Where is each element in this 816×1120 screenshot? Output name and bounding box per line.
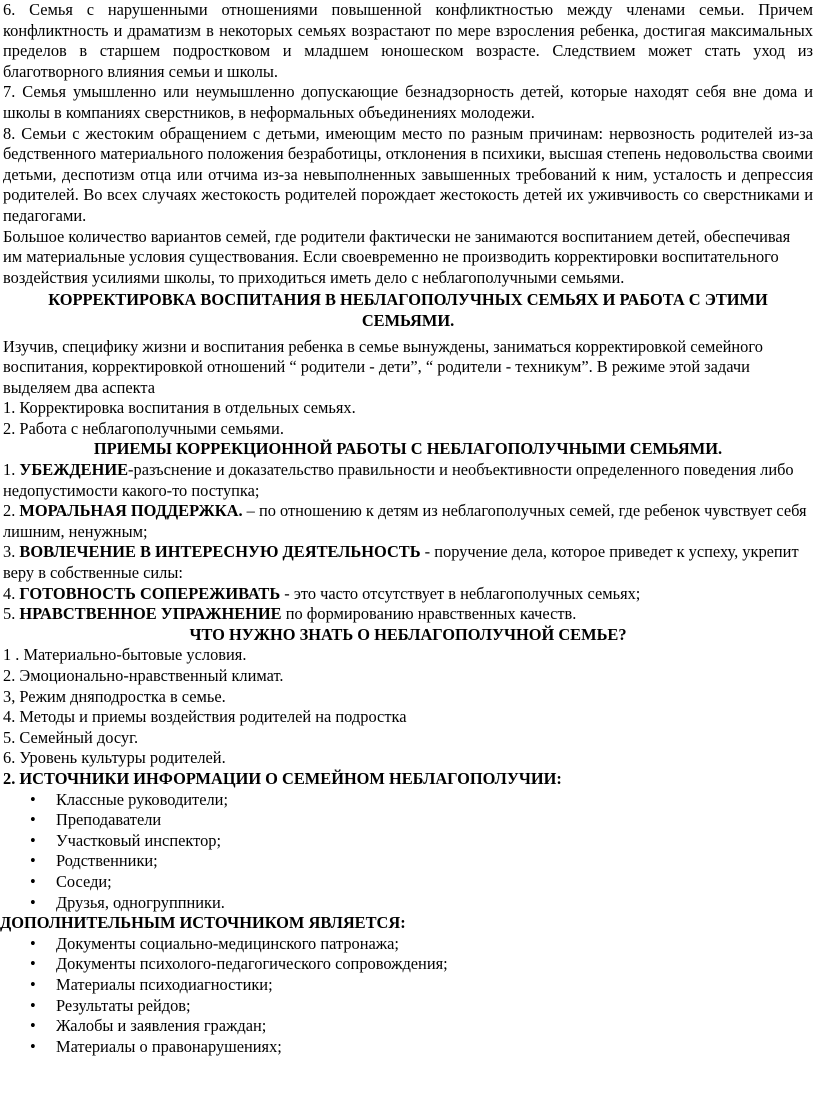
list-item: • Участковый инспектор;	[30, 831, 813, 852]
sources-list	[3, 790, 813, 914]
list-item: 5. Семейный досуг.	[3, 727, 139, 747]
list-item: • Материалы о правонарушениях;	[30, 1037, 813, 1058]
section-heading-techniques: ПРИЕМЫ КОРРЕКЦИОННОЙ РАБОТЫ С НЕБЛАГОПОЛУЧНЫМИ СЕМЬЯМИ.	[93, 439, 723, 459]
list-item: 4. Методы и приемы воздействия родителей на подростка	[3, 707, 407, 727]
list-item: • Друзья, одногруппники.	[30, 893, 813, 914]
paragraph-summary: Большое количество вариантов семей, где родители фактически не занимаются воспитанием детей, обеспечивая им материальные условия существования. Если своевременно не производить корректировки воспитательного воздействия усилиями школы, то приходиться иметь дело с неблагополучными семьями.	[3, 226, 791, 287]
technique-item: 4. ГОТОВНОСТЬ СОПЕРЕЖИВАТЬ - это часто отсутствует в неблагополучных семьях;	[3, 583, 641, 603]
technique-item: 5. НРАВСТВЕННОЕ УПРАЖНЕНИЕ по формированию нравственных качеств.	[3, 604, 577, 624]
list-item: • Соседи;	[30, 872, 813, 893]
section-heading-correction: КОРРЕКТИРОВКА ВОСПИТАНИЯ В НЕБЛАГОПОЛУЧНЫХ СЕМЬЯХ И РАБОТА С ЭТИМИ СЕМЬЯМИ.	[48, 290, 768, 330]
list-item: • Родственники;	[30, 851, 813, 872]
technique-item: 1. УБЕЖДЕНИЕ-разъснение и доказательство правильности и необъективности определенного поведения либо недопустимости какого-то поступка;	[3, 460, 794, 500]
technique-item: 3. ВОВЛЕЧЕНИЕ В ИНТЕРЕСНУЮ ДЕЯТЕЛЬНОСТЬ - поручение дела, которое приведет к успеху, укрепит веру в собственные силы:	[3, 542, 799, 583]
list-item: 6. Уровень культуры родителей.	[3, 748, 226, 768]
list-item: 1 . Материально-бытовые условия.	[3, 645, 247, 665]
section-heading-additional: ДОПОЛНИТЕЛЬНЫМ ИСТОЧНИКОМ ЯВЛЯЕТСЯ:	[0, 913, 406, 933]
list-item: • Результаты рейдов;	[30, 996, 813, 1017]
list-item: 2. Эмоционально-нравственный климат.	[3, 666, 284, 685]
paragraph-item-8: 8. Семьи с жестоким обращением с детьми, имеющим место по разным причинам: нервозность родителей из-за бедственного материального положения безработицы, отклонения в психики, высшая степень недовольства своими детьми, деспотизм отца или отчима из-за невыполненных завышенных требований к ним, усталость и депрессия родителей. Во всех случаях жестокость родителей порождает жестокость детей их уживчивость со сверстниками и педагогами.	[3, 123, 813, 225]
list-item: • Преподаватели	[30, 810, 813, 831]
section-heading-what-to-know: ЧТО НУЖНО ЗНАТЬ О НЕБЛАГОПОЛУЧНОЙ СЕМЬЕ?	[189, 624, 627, 644]
list-item: 1. Корректировка воспитания в отдельных семьях.	[3, 398, 356, 418]
paragraph-study: Изучив, специфику жизни и воспитания ребенка в семье вынуждены, заниматься корректировкой семейного воспитания, корректировкой отношений “ родители - дети”, “ родители - техникум”. В режиме этой задачи выделяем два аспекта	[3, 336, 763, 397]
additional-sources-list	[3, 934, 813, 1058]
paragraph-item-7: 7. Семья умышленно или неумышленно допускающие безнадзорность детей, которые находят себя вне дома и школы в компаниях сверстников, в неформальных объединениях молодежи.	[3, 82, 813, 122]
list-item: • Жалобы и заявления граждан;	[30, 1016, 813, 1037]
list-item: • Материалы психодиагностики;	[30, 975, 813, 996]
section-heading-sources: 2. ИСТОЧНИКИ ИНФОРМАЦИИ О СЕМЕЙНОМ НЕБЛАГОПОЛУЧИИ:	[3, 768, 562, 788]
paragraph-item-6: 6. Семья с нарушенными отношениями повышенной конфликтностью между членами семьи. Причем конфликтность и драматизм в некоторых семьях возрастают по мере взросления ребенка, достигая максимальных пределов в старшем подростковом и младшем юношеском возрасте. Следствием может стать уход из благотворного влияния семьи и школы.	[3, 0, 813, 81]
list-item: • Классные руководители;	[30, 790, 813, 811]
list-item: 3, Режим дняподростка в семье.	[3, 686, 226, 706]
list-item: • Документы социально-медицинского патронажа;	[30, 934, 813, 955]
list-item: • Документы психолого-педагогического сопровождения;	[30, 954, 813, 975]
list-item: 2. Работа с неблагополучными семьями.	[3, 418, 284, 438]
technique-item: 2. МОРАЛЬНАЯ ПОДДЕРЖКА. – по отношению к детям из неблагополучных семей, где ребенок чувствует себя лишним, ненужным;	[3, 501, 807, 541]
